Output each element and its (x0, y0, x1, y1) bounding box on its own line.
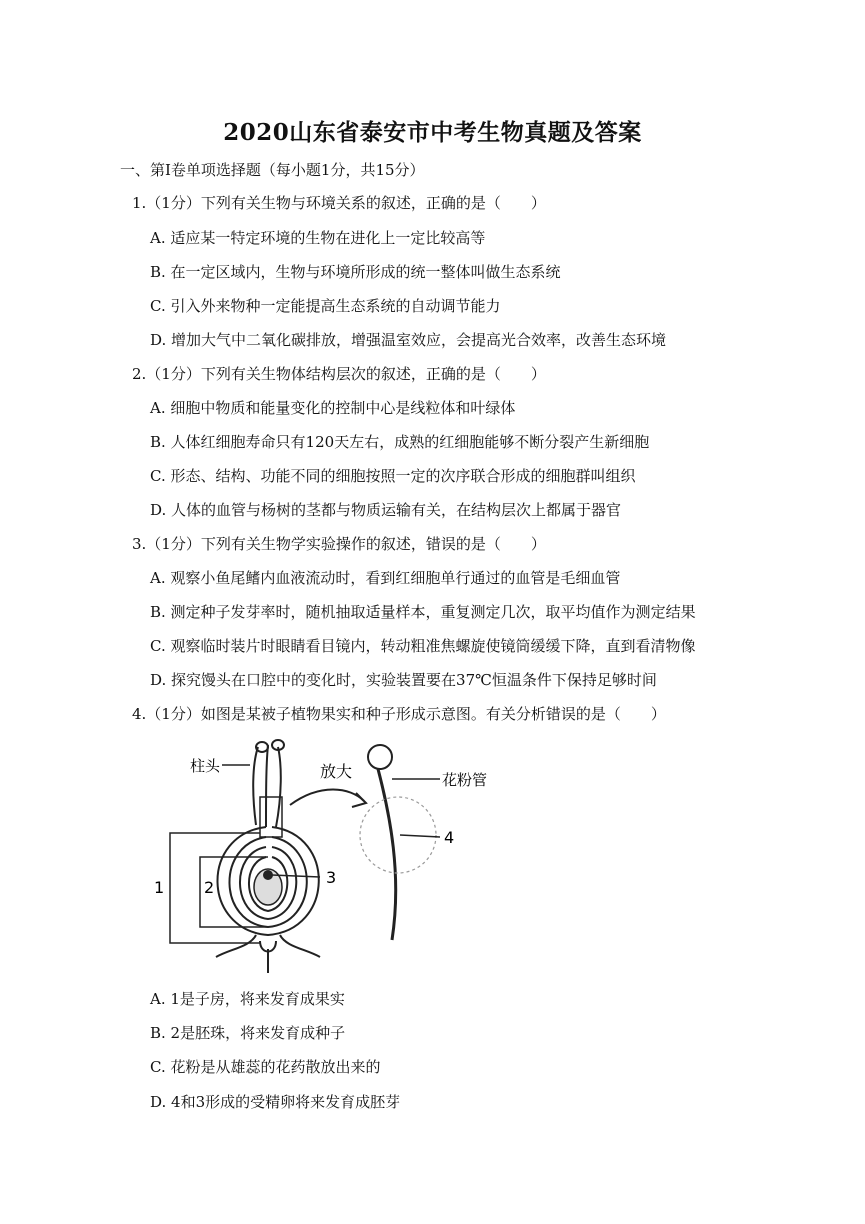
question-2-stem: 2.（1分）下列有关生物体结构层次的叙述，正确的是（ ） (132, 365, 546, 383)
question-3-option-b: B. 测定种子发芽率时，随机抽取适量样本，重复测定几次，取平均值作为测定结果 (150, 603, 696, 621)
label-stigma: 柱头 (190, 757, 221, 775)
question-4-option-c: C. 花粉是从雄蕊的花药散放出来的 (150, 1058, 381, 1076)
question-3-option-d: D. 探究馒头在口腔中的变化时，实验装置要在37℃恒温条件下保持足够时间 (150, 671, 657, 689)
fertilization-diagram (140, 735, 540, 975)
question-4-option-a: A. 1是子房，将来发育成果实 (150, 990, 345, 1008)
question-1-option-c: C. 引入外来物种一定能提高生态系统的自动调节能力 (150, 297, 501, 315)
question-2-option-a: A. 细胞中物质和能量变化的控制中心是线粒体和叶绿体 (150, 399, 516, 417)
question-3-option-c: C. 观察临时装片时眼睛看目镜内，转动粗准焦螺旋使镜筒缓缓下降，直到看清物像 (150, 637, 696, 655)
question-1-option-d: D. 增加大气中二氧化碳排放，增强温室效应，会提高光合效率，改善生态环境 (150, 331, 667, 349)
question-3-stem: 3.（1分）下列有关生物学实验操作的叙述，错误的是（ ） (132, 535, 546, 553)
question-3-option-a: A. 观察小鱼尾鳍内血液流动时，看到红细胞单行通过的血管是毛细血管 (150, 569, 621, 587)
question-2-option-c: C. 形态、结构、功能不同的细胞按照一定的次序联合形成的细胞群叫组织 (150, 467, 636, 485)
question-1-option-b: B. 在一定区域内，生物与环境所形成的统一整体叫做生态系统 (150, 263, 561, 281)
question-1-stem: 1.（1分）下列有关生物与环境关系的叙述，正确的是（ ） (132, 194, 546, 212)
label-1: 1 (154, 878, 165, 897)
label-3: 3 (326, 868, 337, 887)
label-pollen-tube: 花粉管 (442, 771, 488, 789)
label-2: 2 (204, 878, 215, 897)
question-4-option-d: D. 4和3形成的受精卵将来发育成胚芽 (150, 1093, 401, 1111)
question-4-option-b: B. 2是胚珠，将来发育成种子 (150, 1024, 346, 1042)
question-2-option-d: D. 人体的血管与杨树的茎都与物质运输有关，在结构层次上都属于器官 (150, 501, 622, 519)
label-enlarge: 放大 (320, 762, 353, 781)
label-4: 4 (444, 828, 455, 847)
question-1-option-a: A. 适应某一特定环境的生物在进化上一定比较高等 (150, 229, 486, 247)
section-heading: 一、第Ⅰ卷单项选择题（每小题1分，共15分） (120, 161, 425, 179)
question-2-option-b: B. 人体红细胞寿命只有120天左右，成熟的红细胞能够不断分裂产生新细胞 (150, 433, 650, 451)
question-4-stem: 4.（1分）如图是某被子植物果实和种子形成示意图。有关分析错误的是（ ） (132, 705, 666, 723)
document-title: 2020山东省泰安市中考生物真题及答案 (223, 119, 642, 146)
